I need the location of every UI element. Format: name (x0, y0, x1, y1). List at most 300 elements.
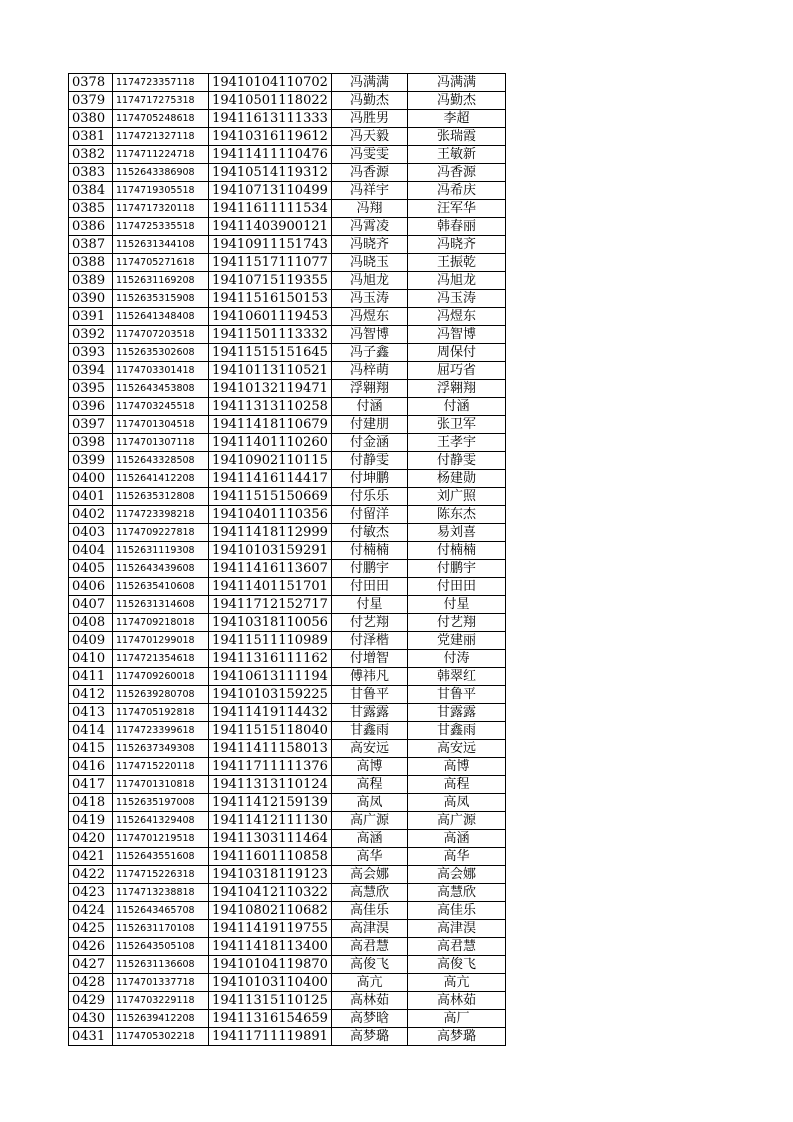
seq-number-cell: 0382 (69, 146, 113, 164)
second-name-cell: 冯希庆 (408, 182, 506, 200)
id-number-cell: 19410613111194 (209, 668, 332, 686)
second-name-cell: 易刘喜 (408, 524, 506, 542)
id-number-cell: 19411517111077 (209, 254, 332, 272)
seq-number-cell: 0391 (69, 308, 113, 326)
table-row (69, 92, 506, 110)
id-number-cell: 19411419119755 (209, 920, 332, 938)
table-row (69, 920, 506, 938)
second-name-cell: 高亢 (408, 974, 506, 992)
name-cell: 高凤 (332, 794, 408, 812)
table-row (69, 956, 506, 974)
name-cell: 冯胜男 (332, 110, 408, 128)
name-cell: 付泽楷 (332, 632, 408, 650)
seq-number-cell: 0418 (69, 794, 113, 812)
table-row (69, 470, 506, 488)
seq-number-cell: 0385 (69, 200, 113, 218)
roster-table-body (69, 74, 506, 1046)
exam-number-cell: 1174705271618 (113, 254, 209, 272)
second-name-cell: 王振乾 (408, 254, 506, 272)
id-number-cell: 19411416113607 (209, 560, 332, 578)
second-name-cell: 冯勤杰 (408, 92, 506, 110)
second-name-cell: 高君慧 (408, 938, 506, 956)
exam-number-cell: 1174715220118 (113, 758, 209, 776)
exam-number-cell: 1152643453808 (113, 380, 209, 398)
second-name-cell: 张瑞霞 (408, 128, 506, 146)
exam-number-cell: 1174715226318 (113, 866, 209, 884)
exam-number-cell: 1174719305518 (113, 182, 209, 200)
name-cell: 冯子鑫 (332, 344, 408, 362)
exam-number-cell: 1152631119308 (113, 542, 209, 560)
name-cell: 高华 (332, 848, 408, 866)
second-name-cell: 冯玉涛 (408, 290, 506, 308)
seq-number-cell: 0393 (69, 344, 113, 362)
name-cell: 付涵 (332, 398, 408, 416)
seq-number-cell: 0421 (69, 848, 113, 866)
name-cell: 高君慧 (332, 938, 408, 956)
table-row (69, 380, 506, 398)
second-name-cell: 汪军华 (408, 200, 506, 218)
id-number-cell: 19410104110702 (209, 74, 332, 92)
name-cell: 付乐乐 (332, 488, 408, 506)
seq-number-cell: 0389 (69, 272, 113, 290)
exam-number-cell: 1152643328508 (113, 452, 209, 470)
exam-number-cell: 1152639280708 (113, 686, 209, 704)
id-number-cell: 19411403900121 (209, 218, 332, 236)
id-number-cell: 19411303111464 (209, 830, 332, 848)
table-row (69, 722, 506, 740)
name-cell: 甘露露 (332, 704, 408, 722)
id-number-cell: 19410103159225 (209, 686, 332, 704)
second-name-cell: 陈东杰 (408, 506, 506, 524)
second-name-cell: 高佳乐 (408, 902, 506, 920)
id-number-cell: 19411515118040 (209, 722, 332, 740)
name-cell: 付艺翔 (332, 614, 408, 632)
seq-number-cell: 0416 (69, 758, 113, 776)
exam-number-cell: 1174703229118 (113, 992, 209, 1010)
seq-number-cell: 0429 (69, 992, 113, 1010)
id-number-cell: 19411711111376 (209, 758, 332, 776)
exam-number-cell: 1174725335518 (113, 218, 209, 236)
table-row (69, 290, 506, 308)
table-row (69, 542, 506, 560)
table-row (69, 704, 506, 722)
second-name-cell: 张卫军 (408, 416, 506, 434)
seq-number-cell: 0384 (69, 182, 113, 200)
seq-number-cell: 0430 (69, 1010, 113, 1028)
table-row (69, 362, 506, 380)
name-cell: 付鹏宇 (332, 560, 408, 578)
exam-number-cell: 1152641329408 (113, 812, 209, 830)
second-name-cell: 冯旭龙 (408, 272, 506, 290)
name-cell: 冯香源 (332, 164, 408, 182)
exam-number-cell: 1152635315908 (113, 290, 209, 308)
second-name-cell: 高凤 (408, 794, 506, 812)
exam-number-cell: 1174723399618 (113, 722, 209, 740)
second-name-cell: 韩春丽 (408, 218, 506, 236)
exam-number-cell: 1174701337718 (113, 974, 209, 992)
id-number-cell: 19411416114417 (209, 470, 332, 488)
table-row (69, 452, 506, 470)
table-row (69, 326, 506, 344)
id-number-cell: 19411401151701 (209, 578, 332, 596)
id-number-cell: 19410318110056 (209, 614, 332, 632)
seq-number-cell: 0424 (69, 902, 113, 920)
table-row (69, 110, 506, 128)
seq-number-cell: 0402 (69, 506, 113, 524)
exam-number-cell: 1152639412208 (113, 1010, 209, 1028)
second-name-cell: 屈巧省 (408, 362, 506, 380)
name-cell: 冯晓玉 (332, 254, 408, 272)
id-number-cell: 19410412110322 (209, 884, 332, 902)
seq-number-cell: 0431 (69, 1028, 113, 1046)
second-name-cell: 甘鑫雨 (408, 722, 506, 740)
name-cell: 冯玉涛 (332, 290, 408, 308)
table-row (69, 272, 506, 290)
second-name-cell: 冯晓齐 (408, 236, 506, 254)
id-number-cell: 19411601110858 (209, 848, 332, 866)
name-cell: 甘鲁平 (332, 686, 408, 704)
table-row (69, 308, 506, 326)
id-number-cell: 19410911151743 (209, 236, 332, 254)
id-number-cell: 19410316119612 (209, 128, 332, 146)
seq-number-cell: 0378 (69, 74, 113, 92)
id-number-cell: 19410514119312 (209, 164, 332, 182)
exam-number-cell: 1174701307118 (113, 434, 209, 452)
id-number-cell: 19411712152717 (209, 596, 332, 614)
seq-number-cell: 0396 (69, 398, 113, 416)
name-cell: 高涵 (332, 830, 408, 848)
second-name-cell: 党建丽 (408, 632, 506, 650)
second-name-cell: 高华 (408, 848, 506, 866)
name-cell: 冯梓萌 (332, 362, 408, 380)
table-row (69, 398, 506, 416)
table-row (69, 1010, 506, 1028)
second-name-cell: 高程 (408, 776, 506, 794)
name-cell: 付星 (332, 596, 408, 614)
roster-table (68, 73, 506, 1046)
exam-number-cell: 1152631314608 (113, 596, 209, 614)
second-name-cell: 浮翱翔 (408, 380, 506, 398)
name-cell: 甘鑫雨 (332, 722, 408, 740)
second-name-cell: 高慧欣 (408, 884, 506, 902)
id-number-cell: 19411419114432 (209, 704, 332, 722)
seq-number-cell: 0408 (69, 614, 113, 632)
name-cell: 付敏杰 (332, 524, 408, 542)
id-number-cell: 19411401110260 (209, 434, 332, 452)
exam-number-cell: 1174709218018 (113, 614, 209, 632)
name-cell: 高梦晗 (332, 1010, 408, 1028)
table-row (69, 776, 506, 794)
seq-number-cell: 0414 (69, 722, 113, 740)
seq-number-cell: 0381 (69, 128, 113, 146)
seq-number-cell: 0420 (69, 830, 113, 848)
second-name-cell: 冯煜东 (408, 308, 506, 326)
table-row (69, 938, 506, 956)
second-name-cell: 付静雯 (408, 452, 506, 470)
table-row (69, 614, 506, 632)
table-row (69, 848, 506, 866)
second-name-cell: 高广源 (408, 812, 506, 830)
id-number-cell: 19410104119870 (209, 956, 332, 974)
exam-number-cell: 1174721327118 (113, 128, 209, 146)
table-row (69, 1028, 506, 1046)
table-row (69, 668, 506, 686)
exam-number-cell: 1174701310818 (113, 776, 209, 794)
name-cell: 冯雯雯 (332, 146, 408, 164)
name-cell: 冯天毅 (332, 128, 408, 146)
seq-number-cell: 0423 (69, 884, 113, 902)
second-name-cell: 韩翠红 (408, 668, 506, 686)
name-cell: 冯翔 (332, 200, 408, 218)
table-row (69, 866, 506, 884)
name-cell: 高安远 (332, 740, 408, 758)
name-cell: 冯霄凌 (332, 218, 408, 236)
name-cell: 浮翱翔 (332, 380, 408, 398)
exam-number-cell: 1152643505108 (113, 938, 209, 956)
name-cell: 冯旭龙 (332, 272, 408, 290)
name-cell: 高佳乐 (332, 902, 408, 920)
seq-number-cell: 0401 (69, 488, 113, 506)
table-row (69, 182, 506, 200)
second-name-cell: 王孝宇 (408, 434, 506, 452)
seq-number-cell: 0417 (69, 776, 113, 794)
table-row (69, 632, 506, 650)
name-cell: 冯煜东 (332, 308, 408, 326)
second-name-cell: 甘露露 (408, 704, 506, 722)
id-number-cell: 19410318119123 (209, 866, 332, 884)
seq-number-cell: 0399 (69, 452, 113, 470)
table-row (69, 128, 506, 146)
second-name-cell: 付艺翔 (408, 614, 506, 632)
second-name-cell: 冯满满 (408, 74, 506, 92)
seq-number-cell: 0379 (69, 92, 113, 110)
table-row (69, 506, 506, 524)
exam-number-cell: 1152631170108 (113, 920, 209, 938)
exam-number-cell: 1174701299018 (113, 632, 209, 650)
exam-number-cell: 1174723398218 (113, 506, 209, 524)
seq-number-cell: 0394 (69, 362, 113, 380)
second-name-cell: 高津淏 (408, 920, 506, 938)
exam-number-cell: 1152641412208 (113, 470, 209, 488)
seq-number-cell: 0428 (69, 974, 113, 992)
table-row (69, 596, 506, 614)
table-row (69, 812, 506, 830)
second-name-cell: 甘鲁平 (408, 686, 506, 704)
table-row (69, 686, 506, 704)
seq-number-cell: 0404 (69, 542, 113, 560)
second-name-cell: 刘广照 (408, 488, 506, 506)
id-number-cell: 19411412159139 (209, 794, 332, 812)
table-row (69, 416, 506, 434)
id-number-cell: 19410103110400 (209, 974, 332, 992)
exam-number-cell: 1174709227818 (113, 524, 209, 542)
seq-number-cell: 0407 (69, 596, 113, 614)
second-name-cell: 李超 (408, 110, 506, 128)
table-row (69, 236, 506, 254)
id-number-cell: 19411501113332 (209, 326, 332, 344)
seq-number-cell: 0397 (69, 416, 113, 434)
id-number-cell: 19411412111130 (209, 812, 332, 830)
id-number-cell: 19411511110989 (209, 632, 332, 650)
seq-number-cell: 0390 (69, 290, 113, 308)
name-cell: 高亢 (332, 974, 408, 992)
name-cell: 冯晓齐 (332, 236, 408, 254)
exam-number-cell: 1174705302218 (113, 1028, 209, 1046)
exam-number-cell: 1174723357118 (113, 74, 209, 92)
id-number-cell: 19411418113400 (209, 938, 332, 956)
name-cell: 冯满满 (332, 74, 408, 92)
exam-number-cell: 1152635410608 (113, 578, 209, 596)
exam-number-cell: 1174703301418 (113, 362, 209, 380)
seq-number-cell: 0410 (69, 650, 113, 668)
name-cell: 付建朋 (332, 416, 408, 434)
seq-number-cell: 0419 (69, 812, 113, 830)
seq-number-cell: 0380 (69, 110, 113, 128)
exam-number-cell: 1152631169208 (113, 272, 209, 290)
name-cell: 付坤鹏 (332, 470, 408, 488)
table-row (69, 902, 506, 920)
name-cell: 付增智 (332, 650, 408, 668)
table-row (69, 830, 506, 848)
seq-number-cell: 0406 (69, 578, 113, 596)
seq-number-cell: 0413 (69, 704, 113, 722)
seq-number-cell: 0427 (69, 956, 113, 974)
second-name-cell: 高会娜 (408, 866, 506, 884)
name-cell: 高林茹 (332, 992, 408, 1010)
table-row (69, 434, 506, 452)
id-number-cell: 19410713110499 (209, 182, 332, 200)
name-cell: 高博 (332, 758, 408, 776)
exam-number-cell: 1174721354618 (113, 650, 209, 668)
name-cell: 付静雯 (332, 452, 408, 470)
second-name-cell: 高梦璐 (408, 1028, 506, 1046)
table-row (69, 74, 506, 92)
id-number-cell: 19411515151645 (209, 344, 332, 362)
seq-number-cell: 0411 (69, 668, 113, 686)
name-cell: 冯祥宇 (332, 182, 408, 200)
table-row (69, 146, 506, 164)
id-number-cell: 19410715119355 (209, 272, 332, 290)
table-row (69, 794, 506, 812)
id-number-cell: 19411711119891 (209, 1028, 332, 1046)
table-row (69, 164, 506, 182)
exam-number-cell: 1174701304518 (113, 416, 209, 434)
seq-number-cell: 0387 (69, 236, 113, 254)
seq-number-cell: 0412 (69, 686, 113, 704)
second-name-cell: 付涵 (408, 398, 506, 416)
exam-number-cell: 1152635302608 (113, 344, 209, 362)
id-number-cell: 19411316154659 (209, 1010, 332, 1028)
seq-number-cell: 0398 (69, 434, 113, 452)
seq-number-cell: 0400 (69, 470, 113, 488)
second-name-cell: 周保付 (408, 344, 506, 362)
exam-number-cell: 1152635197008 (113, 794, 209, 812)
table-row (69, 218, 506, 236)
seq-number-cell: 0425 (69, 920, 113, 938)
seq-number-cell: 0426 (69, 938, 113, 956)
exam-number-cell: 1174703245518 (113, 398, 209, 416)
exam-number-cell: 1152631344108 (113, 236, 209, 254)
id-number-cell: 19410113110521 (209, 362, 332, 380)
second-name-cell: 高林茹 (408, 992, 506, 1010)
second-name-cell: 冯智博 (408, 326, 506, 344)
exam-number-cell: 1152643551608 (113, 848, 209, 866)
id-number-cell: 19411315110125 (209, 992, 332, 1010)
name-cell: 高会娜 (332, 866, 408, 884)
second-name-cell: 付楠楠 (408, 542, 506, 560)
table-row (69, 578, 506, 596)
table-row (69, 740, 506, 758)
seq-number-cell: 0388 (69, 254, 113, 272)
second-name-cell: 王敏新 (408, 146, 506, 164)
exam-number-cell: 1152631136608 (113, 956, 209, 974)
second-name-cell: 高俊飞 (408, 956, 506, 974)
name-cell: 付田田 (332, 578, 408, 596)
seq-number-cell: 0386 (69, 218, 113, 236)
second-name-cell: 高厂 (408, 1010, 506, 1028)
name-cell: 高慧欣 (332, 884, 408, 902)
second-name-cell: 付星 (408, 596, 506, 614)
table-row (69, 974, 506, 992)
id-number-cell: 19411411158013 (209, 740, 332, 758)
id-number-cell: 19411516150153 (209, 290, 332, 308)
exam-number-cell: 1174713238818 (113, 884, 209, 902)
name-cell: 付金涵 (332, 434, 408, 452)
id-number-cell: 19411411110476 (209, 146, 332, 164)
second-name-cell: 高涵 (408, 830, 506, 848)
exam-number-cell: 1174709260018 (113, 668, 209, 686)
id-number-cell: 19411515150669 (209, 488, 332, 506)
exam-number-cell: 1174711224718 (113, 146, 209, 164)
id-number-cell: 19411613111333 (209, 110, 332, 128)
id-number-cell: 19411313110258 (209, 398, 332, 416)
exam-number-cell: 1174705192818 (113, 704, 209, 722)
table-row (69, 344, 506, 362)
seq-number-cell: 0415 (69, 740, 113, 758)
id-number-cell: 19411611111534 (209, 200, 332, 218)
exam-number-cell: 1174717275318 (113, 92, 209, 110)
exam-number-cell: 1152643439608 (113, 560, 209, 578)
table-row (69, 884, 506, 902)
exam-number-cell: 1152641348408 (113, 308, 209, 326)
second-name-cell: 高博 (408, 758, 506, 776)
name-cell: 高梦璐 (332, 1028, 408, 1046)
exam-number-cell: 1174707203518 (113, 326, 209, 344)
second-name-cell: 付田田 (408, 578, 506, 596)
second-name-cell: 付鹏宇 (408, 560, 506, 578)
name-cell: 冯智博 (332, 326, 408, 344)
seq-number-cell: 0403 (69, 524, 113, 542)
table-row (69, 560, 506, 578)
id-number-cell: 19411316111162 (209, 650, 332, 668)
seq-number-cell: 0395 (69, 380, 113, 398)
seq-number-cell: 0405 (69, 560, 113, 578)
exam-number-cell: 1152637349308 (113, 740, 209, 758)
second-name-cell: 冯香源 (408, 164, 506, 182)
second-name-cell: 高安远 (408, 740, 506, 758)
table-row (69, 524, 506, 542)
name-cell: 高津淏 (332, 920, 408, 938)
table-row (69, 488, 506, 506)
exam-number-cell: 1152635312808 (113, 488, 209, 506)
id-number-cell: 19411418110679 (209, 416, 332, 434)
name-cell: 傅祎凡 (332, 668, 408, 686)
id-number-cell: 19411313110124 (209, 776, 332, 794)
second-name-cell: 付涛 (408, 650, 506, 668)
name-cell: 冯勤杰 (332, 92, 408, 110)
id-number-cell: 19410802110682 (209, 902, 332, 920)
name-cell: 付留洋 (332, 506, 408, 524)
